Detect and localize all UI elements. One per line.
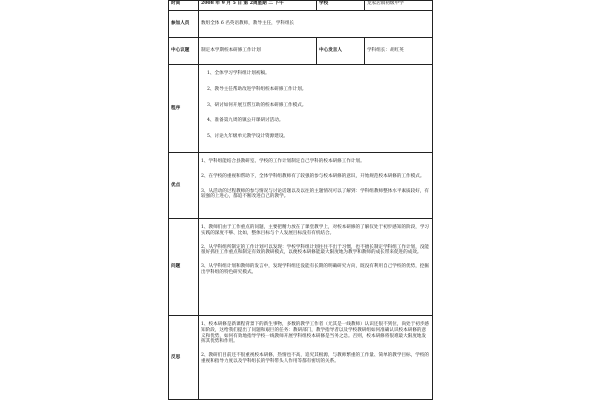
reflection-item: 2、教研们目前还不很重视校本研修，热情也不高，追究其根源，与教师繁重的工作量、简单的教学目标，学校的重视和指导力度以及学科组长的学科带头人作用等都有密切的关系。: [201, 353, 430, 364]
header-row: [169, 1, 433, 11]
problems-content: [199, 219, 433, 316]
speaker-value: 学科组长：胡红英: [365, 38, 433, 65]
participants-value: 数组全体 6 名英语教师，教导主任，学科组长: [199, 11, 433, 38]
procedure-item: 5、讨论九年级单元教学设计资源建设。: [207, 134, 289, 140]
school-value: 龙家店镇初级中学: [365, 1, 433, 11]
procedure-item: 3、研讨如何开展互帮互助的校本研修工作模式。: [207, 102, 307, 108]
merits-content: [199, 153, 433, 219]
merits-item: 1、学科组能结合县教研室、学校的工作计划制定自己学科的校本研修工作计划。: [201, 159, 365, 164]
procedure-item: 4、准备第九周的镇公开课研讨活动。: [207, 118, 284, 124]
time-value: 2008 年 9 月 5 日 第 2周星期 二 下午: [199, 1, 317, 11]
procedure-item: 2、教导主任帮助改进学科组校本研修工作计划。: [207, 86, 307, 92]
merits-row: [169, 153, 433, 219]
merits-item: 2、在学校的重视和帮助下，全体学科组教师有了较强的参与校本研修的意识，开始规范校本研修的工作模式。: [201, 173, 425, 179]
topic-value: 制定本学期校本研修工作计划: [199, 38, 317, 65]
merits-item: 3、从活动的过程教师的参与情况与讨论话题以及以往的主题情况可以了解到：学科组教师整体水平素质较好，有较强的上进心，都追不断改进自己的教学。: [201, 188, 430, 200]
procedure-row: [169, 65, 433, 153]
reflection-content: [199, 316, 433, 400]
time-label: 时间: [169, 1, 199, 11]
problems-item: 1、教师们由于工作重点的问题，主要把精力放在了课堂教学上，对校本研修的了解仅处于初步感知的阶段，学习实践的深度不够、比如，整体目标与个人发展目标没有有机结合。: [201, 225, 430, 236]
meeting-record-table: [168, 0, 433, 400]
procedure-item: 1、全体学习学科组计划初稿。: [207, 71, 270, 76]
school-label: 学校: [317, 1, 365, 11]
merits-label: 优点: [169, 153, 199, 219]
reflection-row: [169, 316, 433, 400]
participants-label: 参加人员: [169, 11, 199, 38]
topic-label: 中心议题: [169, 38, 199, 65]
record-sheet: [168, 0, 432, 400]
procedure-content: [199, 65, 433, 153]
participants-row: [169, 11, 433, 38]
procedure-label: 程序: [169, 65, 199, 153]
problems-label: 问题: [169, 219, 199, 316]
problems-item: 3、从学科组计划和教师的发言中，发现学科组还没能有长期的明确研究方向，既没有利用自己学校的优势，挖掘出学科组的特色研究模式。: [201, 264, 430, 275]
speaker-label: 中心发言人: [317, 38, 365, 65]
topic-row: [169, 38, 433, 65]
problems-row: [169, 219, 433, 316]
reflection-item: 1、校本研修是新课程背景下的新生事物，多数的教学工作者（尤其是一线教师）认识还很不到位，尚处于初步感知阶段，这给我们提出了问题和艰巨的任务：教研部门，教学指导者以及学校教研组如何准确认识校本研修的意义和优势，如何有效地指导学校一线教师开展学科组校本研修是当务之急。否则，校本研修将很难最大限度地发挥其优势和作用。: [201, 322, 430, 345]
problems-item: 2、从学科组所制定的工作计划可以发现：学校学科组计划往往不出于习惯，也不擅长制定学科组工作计划，没能很好抓住工作重点和制定有效的教研模式，以便校本研修能最大限度地为教学和教师的成长带来促进的成效。: [201, 244, 430, 256]
reflection-label: 反思: [169, 316, 199, 400]
